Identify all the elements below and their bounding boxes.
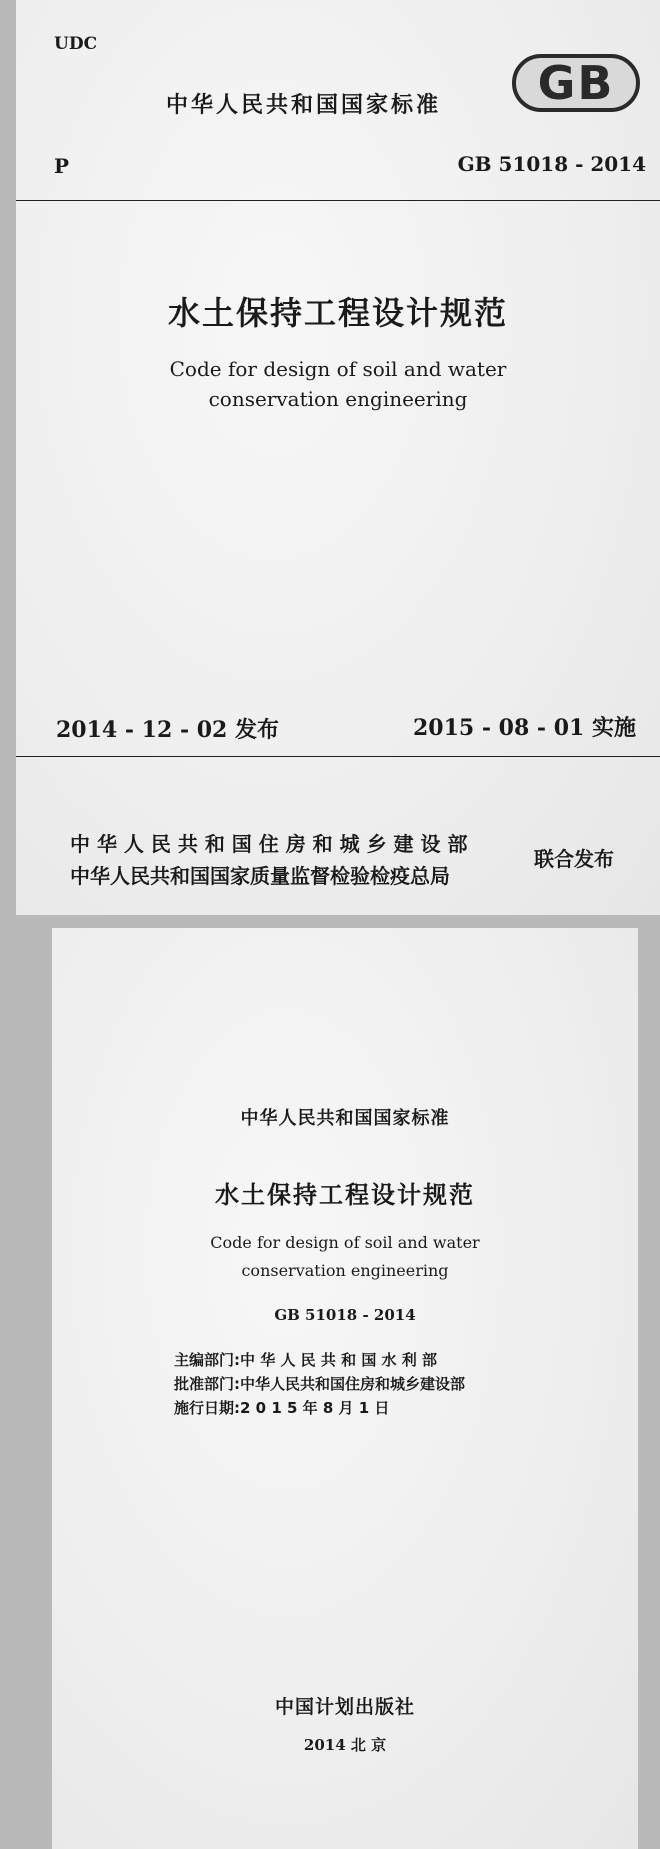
- issuer-ministry-housing: 中 华 人 民 共 和 国 住 房 和 城 乡 建 设 部: [70, 832, 468, 856]
- udc-label: UDC: [54, 34, 98, 54]
- national-standard-heading: 中华人民共和国国家标准: [166, 93, 442, 118]
- joint-issue-label: 联合发布: [534, 847, 614, 871]
- category-label: P: [54, 154, 70, 178]
- chief-editor-department: 主编部门:中 华 人 民 共 和 国 水 利 部: [174, 1351, 437, 1369]
- title-page-code: GB 51018 - 2014: [274, 1306, 416, 1324]
- title-page-title-en-line2: conservation engineering: [241, 1261, 449, 1280]
- issuer-aqsiq: 中华人民共和国国家质量监督检验检疫总局: [70, 864, 450, 888]
- bottom-divider: [16, 756, 660, 757]
- title-page-title-cn: 水土保持工程设计规范: [215, 1181, 475, 1209]
- cover-title-cn: 水土保持工程设计规范: [167, 294, 508, 332]
- publisher-name: 中国计划出版社: [274, 1696, 415, 1718]
- top-divider: [16, 200, 660, 201]
- title-page-title-en-line1: Code for design of soil and water: [210, 1233, 480, 1252]
- standard-cover-page: [16, 0, 660, 915]
- title-page-national-standard: 中华人民共和国国家标准: [240, 1108, 450, 1129]
- cover-title-en-line1: Code for design of soil and water: [169, 357, 507, 381]
- effective-date: 施行日期:2 0 1 5 年 8 月 1 日: [174, 1399, 390, 1417]
- approving-department: 批准部门:中华人民共和国住房和城乡建设部: [174, 1375, 466, 1393]
- standard-code: GB 51018 - 2014: [457, 152, 646, 176]
- publication-place-year: 2014 北 京: [303, 1736, 387, 1754]
- issue-date: 2014 - 12 - 02 发布: [56, 717, 280, 743]
- cover-title-en-line2: conservation engineering: [208, 387, 468, 411]
- standard-title-page: [52, 928, 638, 1849]
- gb-logo: GB: [512, 54, 640, 112]
- implement-date: 2015 - 08 - 01 实施: [412, 715, 636, 741]
